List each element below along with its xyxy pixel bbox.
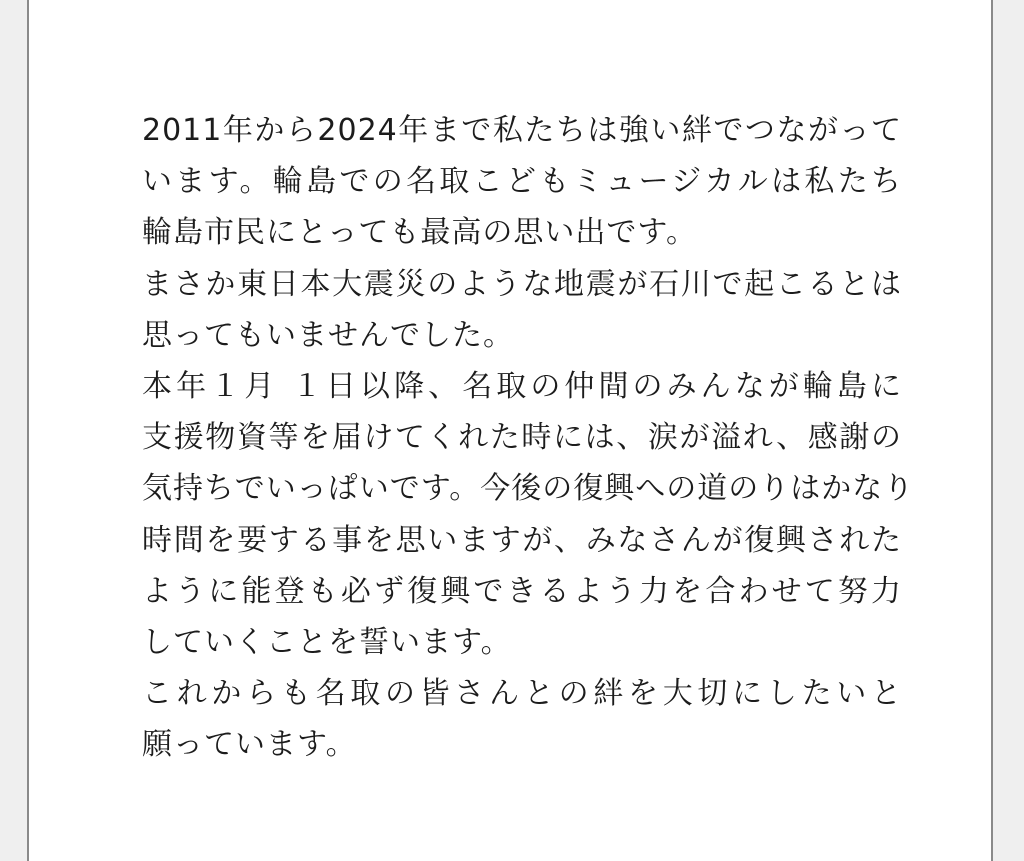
letter-line: まさか東日本大震災のような地震が石川で起こるとは xyxy=(142,266,902,302)
letter-line: 2011年から2024年まで私たちは強い絆でつながって xyxy=(142,113,902,148)
letter-line: 願っています。 xyxy=(142,727,357,763)
letter-line: 支援物資等を届けてくれた時には、涙が溢れ、感謝の xyxy=(142,420,902,456)
letter-line: ように能登も必ず復興できるよう力を合わせて努力 xyxy=(142,573,902,609)
letter-line: 時間を要する事を思いますが、みなさんが復興された xyxy=(142,522,902,558)
letter-line: 思ってもいませんでした。 xyxy=(142,317,514,353)
letter-line: 本年１月 １日以降、名取の仲間のみんなが輪島に xyxy=(142,368,902,404)
letter-line: います。輪島での名取こどもミュージカルは私たち xyxy=(142,164,902,200)
letter-line: していくことを誓います。 xyxy=(142,624,512,660)
letter-line: 気持ちでいっぱいです。今後の復興への道のりはかなり xyxy=(142,471,915,507)
letter-page xyxy=(27,0,993,861)
letter-line: これからも名取の皆さんとの絆を大切にしたいと xyxy=(142,676,902,712)
letter-body xyxy=(142,105,915,770)
letter-line: 輪島市民にとっても最高の思い出です。 xyxy=(142,215,697,251)
